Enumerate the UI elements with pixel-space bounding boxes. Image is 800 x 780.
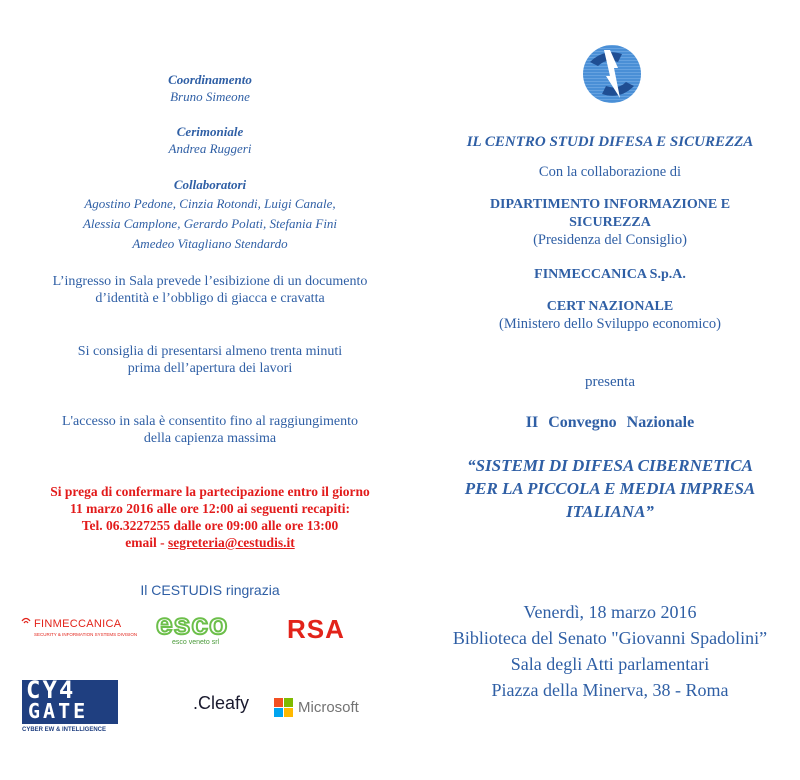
conferma-line: Si prega di confermare la partecipazione entro il giorno xyxy=(50,484,370,499)
cestudis-emblem-icon xyxy=(576,42,648,106)
microsoft-logo-text: Microsoft xyxy=(298,699,359,716)
right-panel xyxy=(420,0,800,780)
collaboratori-line: Agostino Pedone, Cinzia Rotondi, Luigi Canale, xyxy=(84,196,336,211)
event-title-line: “SISTEMI DI DIFESA CIBERNETICA xyxy=(467,456,753,475)
presidenza-text: (Presidenza del Consiglio) xyxy=(533,232,687,248)
ingresso-line: d’identità e l’obbligo di giacca e cravatta xyxy=(95,291,325,306)
cerimoniale-label: Cerimoniale xyxy=(176,124,244,139)
esco-logo-text: esco xyxy=(156,608,229,641)
cleafy-logo: .Cleafy xyxy=(193,693,250,713)
event-date-line: Venerdì, 18 marzo 2016 xyxy=(523,602,697,622)
cy4gate-logo-text-2: GATE xyxy=(28,699,89,723)
collaboratori-line: Amedeo Vitagliano Stendardo xyxy=(132,236,288,251)
email-prefix: email - xyxy=(125,535,169,550)
cert-text: CERT NAZIONALE xyxy=(546,299,674,314)
dipartimento-line: DIPARTIMENTO INFORMAZIONE E xyxy=(489,197,731,212)
conferma-email-line xyxy=(0,534,420,551)
accesso-line: della capienza massima xyxy=(143,431,277,446)
presenta-text: presenta xyxy=(585,374,635,390)
finmeccanica-logo-text: FINMECCANICA xyxy=(34,618,122,630)
coordinamento-name: Bruno Simeone xyxy=(170,89,250,104)
email-link[interactable]: segreteria@cestudis.it xyxy=(168,535,295,550)
microsoft-logo xyxy=(274,698,364,720)
cy4gate-logo-sub: CYBER EW & INTELLIGENCE xyxy=(22,727,107,733)
finmeccanica-logo xyxy=(18,612,138,642)
esco-logo xyxy=(156,610,260,648)
collaboratori-label: Collaboratori xyxy=(173,177,247,192)
microsoft-windows-icon xyxy=(274,698,294,718)
accesso-line: L'accesso in sala è consentito fino al raggiungimento xyxy=(61,414,359,429)
collaboratori-line: Alessia Camplone, Gerardo Polati, Stefania Fini xyxy=(82,216,338,231)
rsa-logo: RSA xyxy=(287,614,345,644)
finmeccanica-text: FINMECCANICA S.p.A. xyxy=(534,267,686,282)
ministero-text: (Ministero dello Sviluppo economico) xyxy=(499,316,721,332)
coordinamento-label: Coordinamento xyxy=(168,72,252,87)
esco-logo-sub: esco veneto srl xyxy=(172,639,220,646)
event-address-line: Piazza della Minerva, 38 - Roma xyxy=(491,680,729,700)
cy4gate-logo-text: CY4 xyxy=(26,676,76,704)
cerimoniale-name: Andrea Ruggeri xyxy=(168,141,252,156)
conferma-line: Tel. 06.3227255 dalle ore 09:00 alle ore 13:00 xyxy=(81,518,339,533)
centro-title: IL CENTRO STUDI DIFESA E SICUREZZA xyxy=(466,134,754,150)
conferma-line: 11 marzo 2016 alle ore 12:00 ai seguenti recapiti: xyxy=(70,501,350,516)
event-room-line: Sala degli Atti parlamentari xyxy=(510,654,710,674)
collaborazione-text: Con la collaborazione di xyxy=(538,164,682,180)
cy4gate-logo xyxy=(22,676,122,742)
dipartimento-line: SICUREZZA xyxy=(569,215,651,230)
ingresso-line: L’ingresso in Sala prevede l’esibizione di un documento xyxy=(52,274,368,289)
consiglio-line: Si consiglia di presentarsi almeno trenta minuti xyxy=(77,344,343,359)
event-venue-line: Biblioteca del Senato "Giovanni Spadolini” xyxy=(452,628,768,648)
convegno-heading: II Convegno Nazionale xyxy=(525,414,695,431)
consiglio-line: prima dell’apertura dei lavori xyxy=(127,361,293,376)
event-title-line: PER LA PICCOLA E MEDIA IMPRESA xyxy=(464,479,756,498)
event-title-line: ITALIANA” xyxy=(566,502,654,521)
finmeccanica-logo-sub: SECURITY & INFORMATION SYSTEMS DIVISION xyxy=(34,632,138,637)
thanks-text: Il CESTUDIS ringrazia xyxy=(140,582,280,598)
